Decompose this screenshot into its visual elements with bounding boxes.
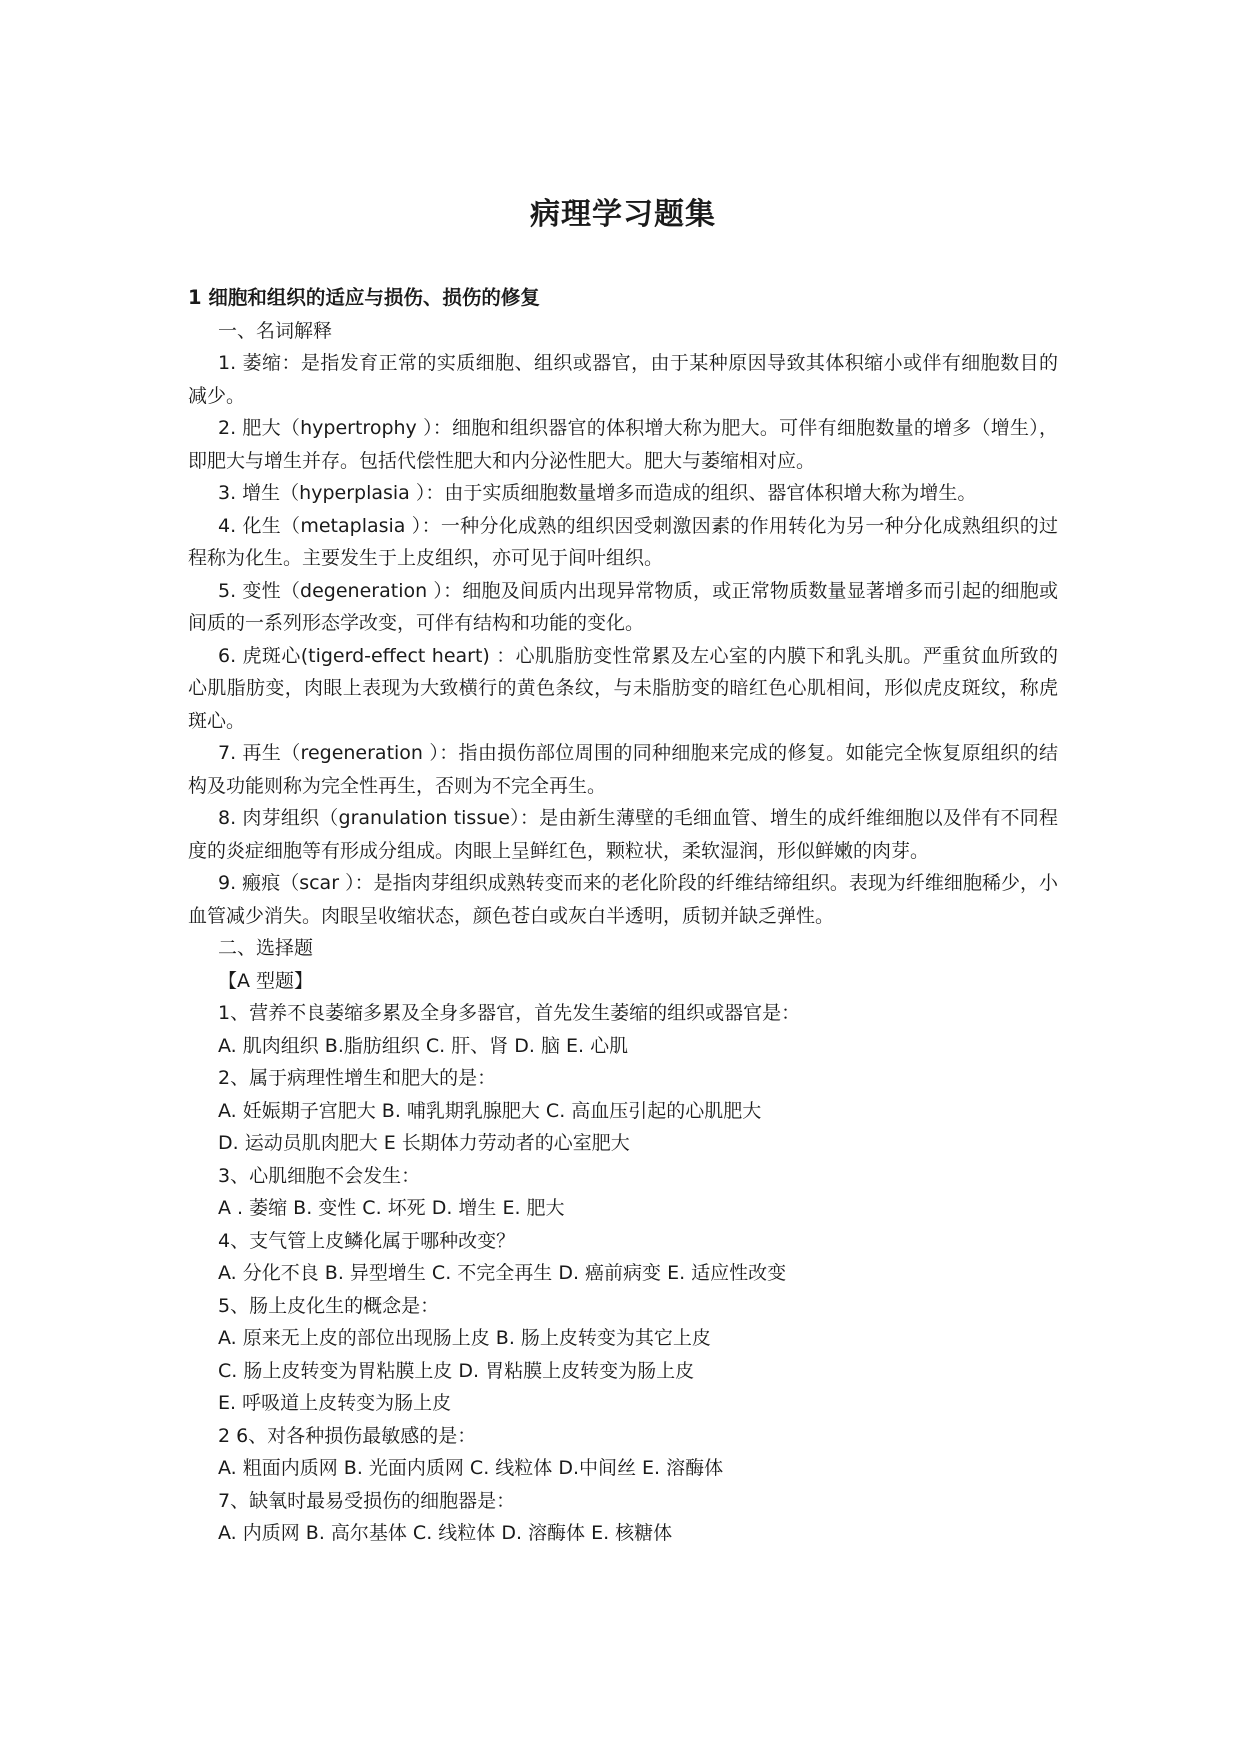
definition-paragraph: 9. 瘢痕（scar ）：是指肉芽组织成熟转变而来的老化阶段的纤维结缔组织。表现为纤维细胞稀少，小血管减少消失。肉眼呈收缩状态，颜色苍白或灰白半透明，质韧并缺乏弹性。 [188,872,1058,927]
option-line: A. 妊娠期子宫肥大 B. 哺乳期乳腺肥大 C. 高血压引起的心肌肥大 [218,1099,762,1122]
question-line: 5、肠上皮化生的概念是： [218,1294,440,1317]
option-line: A. 粗面内质网 B. 光面内质网 C. 线粒体 D.中间丝 E. 溶酶体 [218,1457,724,1479]
option-line: A. 肌肉组织 B.脂肪组织 C. 肝、肾 D. 脑 E. 心肌 [218,1034,629,1057]
definition-paragraph: 2. 肥大（hypertrophy ）：细胞和组织器官的体积增大称为肥大。可伴有细胞数量的增多（增生），即肥大与增生并存。包括代偿性肥大和内分泌性肥大。肥大与萎缩相对应。 [188,417,1058,472]
definition-paragraph: 6. 虎斑心(tigerd-effect heart) ：心肌脂肪变性常累及左心室的内膜下和乳头肌。严重贫血所致的心肌脂肪变，肉眼上表现为大致横行的黄色条纹，与未脂肪变的暗红色心肌相间，形似虎皮斑纹，称虎斑心。 [188,644,1058,732]
definition-paragraph: 7. 再生（regeneration ）：指由损伤部位周围的同种细胞来完成的修复。如能完全恢复原组织的结构及功能则称为完全性再生，否则为不完全再生。 [188,742,1058,797]
option-line: A. 分化不良 B. 异型增生 C. 不完全再生 D. 癌前病变 E. 适应性改变 [218,1262,787,1284]
definition-paragraph: 5. 变性（degeneration ）：细胞及间质内出现异常物质，或正常物质数量显著增多而引起的细胞或间质的一系列形态学改变，可伴有结构和功能的变化。 [188,579,1058,634]
question-line: 3、心肌细胞不会发生： [218,1164,421,1187]
definition-paragraph: 3. 增生（hyperplasia ）：由于实质细胞数量增多而造成的组织、器官体积增大称为增生。 [218,482,977,504]
definition-paragraph: 8. 肉芽组织（granulation tissue）：是由新生薄壁的毛细血管、增生的成纤维细胞以及伴有不同程度的炎症细胞等有形成分组成。肉眼上呈鲜红色，颗粒状，柔软湿润，形似鲜嫩的肉芽。 [188,807,1058,862]
option-line: C. 肠上皮转变为胃粘膜上皮 D. 胃粘膜上皮转变为肠上皮 [218,1359,695,1382]
document-title: 病理学习题集 [530,197,716,232]
option-line: A . 萎缩 B. 变性 C. 坏死 D. 增生 E. 肥大 [218,1197,565,1219]
question-line: 1、营养不良萎缩多累及全身多器官，首先发生萎缩的组织或器官是： [218,1002,801,1024]
option-line: E. 呼吸道上皮转变为肠上皮 [218,1392,452,1414]
section-heading: 1 细胞和组织的适应与损伤、损伤的修复 [188,286,540,309]
question-line: 7、缺氧时最易受损伤的细胞器是： [218,1489,516,1512]
document-page [188,190,1058,1550]
question-type-label: 【A 型题】 [218,969,314,992]
question-line: 2、属于病理性增生和肥大的是： [218,1067,497,1089]
definition-paragraph: 1. 萎缩：是指发育正常的实质细胞、组织或器官，由于某种原因导致其体积缩小或伴有细胞数目的减少。 [188,352,1058,407]
question-line: 2 6、对各种损伤最敏感的是： [218,1424,477,1447]
option-line: A. 原来无上皮的部位出现肠上皮 B. 肠上皮转变为其它上皮 [218,1327,711,1349]
part-title-definitions: 一、名词解释 [218,319,333,342]
definition-paragraph: 4. 化生（metaplasia ）：一种分化成熟的组织因受刺激因素的作用转化为另一种分化成熟组织的过程称为化生。主要发生于上皮组织，亦可见于间叶组织。 [188,514,1058,569]
option-line: D. 运动员肌肉肥大 E 长期体力劳动者的心室肥大 [218,1132,630,1154]
question-line: 4、支气管上皮鳞化属于哪种改变？ [218,1229,516,1252]
part-title-choice: 二、选择题 [218,937,314,959]
option-line: A. 内质网 B. 高尔基体 C. 线粒体 D. 溶酶体 E. 核糖体 [218,1522,673,1544]
